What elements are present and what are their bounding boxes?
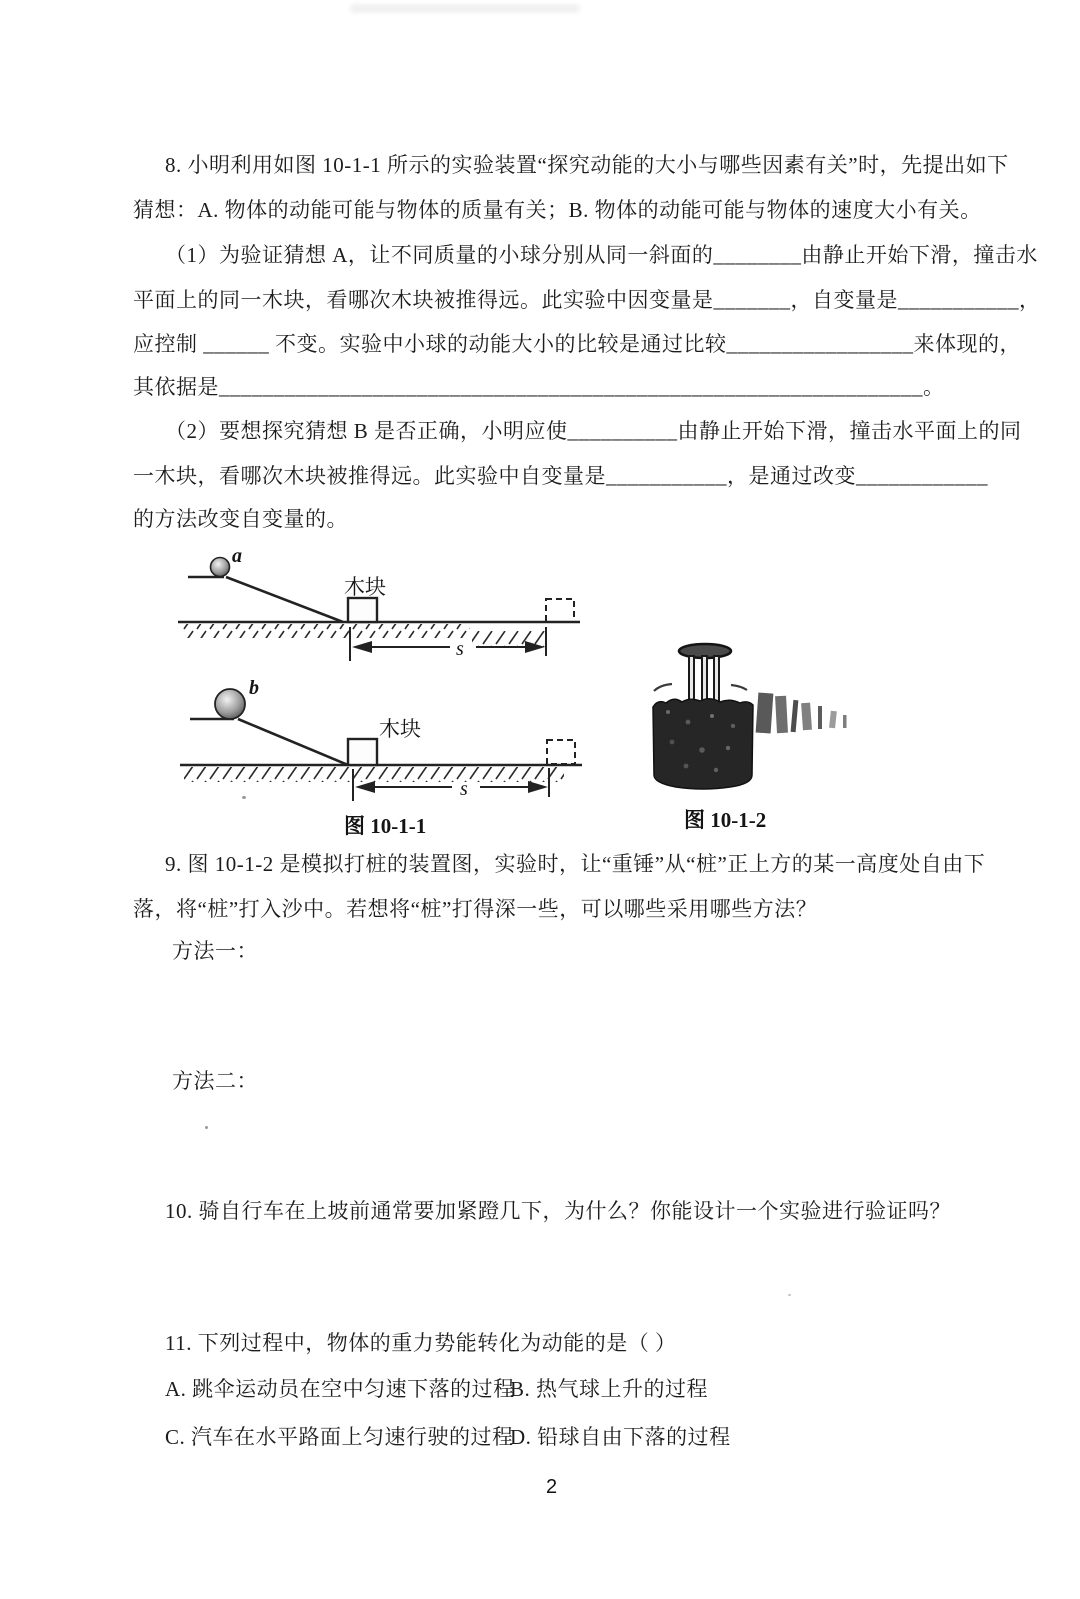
incline-b <box>238 719 348 765</box>
distance-label-a: s <box>456 638 464 660</box>
figure-10-1-1-caption: 图 10-1-1 <box>344 814 427 838</box>
ground-hatching-a <box>182 624 470 638</box>
smudge <box>818 706 822 729</box>
q10-line-1: 10. 骑自行车在上坡前通常要加紧蹬几下，为什么？你能设计一个实验进行验证吗？ <box>165 1199 951 1223</box>
container-rim-left <box>654 684 672 691</box>
ground-hatching-a-right <box>472 631 546 647</box>
scan-speck <box>788 1294 791 1296</box>
smudge <box>801 703 812 731</box>
q11-option-a: A. 跳伞运动员在空中匀速下落的过程 <box>165 1377 515 1401</box>
ground-hatching-b <box>184 767 564 782</box>
sand-grain <box>684 764 689 769</box>
smudge <box>843 715 847 728</box>
page-number: 2 <box>546 1476 558 1498</box>
large-ball-b <box>215 689 245 719</box>
smudge <box>791 700 799 732</box>
q8-line-2: 猜想：A. 物体的动能可能与物体的质量有关；B. 物体的动能可能与物体的速度大小有关。 <box>133 198 982 222</box>
scan-smudge-marks <box>756 693 847 734</box>
q8-sub1-line-1: （1）为验证猜想 A，让不同质量的小球分别从同一斜面的________由静止开始下滑，撞击水 <box>165 243 1038 267</box>
figure-10-1-2 <box>630 633 880 793</box>
q8-line-1: 8. 小明利用如图 10-1-1 所示的实验装置“探究动能的大小与哪些因素有关”时，先提出如下 <box>165 153 1009 177</box>
small-ball-a <box>211 558 230 577</box>
sand-grain <box>670 740 675 745</box>
q11-option-c: C. 汽车在水平路面上匀速行驶的过程 <box>165 1425 514 1449</box>
q8-sub1-line-2: 平面上的同一木块，看哪次木块被推得远。此实验中因变量是_______，自变量是___________， <box>133 288 1041 312</box>
q11-option-d: D. 铅球自由下落的过程 <box>510 1425 731 1449</box>
wood-block-a <box>348 598 377 622</box>
figure-10-1-2-caption: 图 10-1-2 <box>684 808 767 832</box>
q9-line-1: 9. 图 10-1-2 是模拟打桩的装置图，实验时，让“重锤”从“桩”正上方的某一高度处自由下 <box>165 852 986 876</box>
scan-speck <box>242 796 246 799</box>
sand-grain <box>699 747 705 753</box>
sand-grain <box>726 746 730 750</box>
scan-header-smudge <box>350 4 580 13</box>
smudge <box>756 693 774 734</box>
sand-grain <box>666 710 670 714</box>
wood-block-a-label: 木块 <box>344 575 386 599</box>
incline-diagram-b <box>180 677 582 801</box>
wood-block-b <box>348 739 377 765</box>
ball-a-label: a <box>232 545 242 567</box>
ball-b-label: b <box>249 677 259 699</box>
sand-grain <box>731 724 735 728</box>
figure-10-1-1 <box>150 545 590 805</box>
smudge <box>775 696 788 734</box>
block-final-position-a <box>546 599 574 622</box>
q11-option-b: B. 热气球上升的过程 <box>510 1377 709 1401</box>
q9-method-2-label: 方法二： <box>172 1069 258 1093</box>
smudge <box>829 711 837 729</box>
scan-speck <box>205 1126 208 1129</box>
wood-block-b-label: 木块 <box>379 717 421 741</box>
sand-grain <box>710 714 714 718</box>
sand-grain <box>714 768 718 772</box>
block-final-position-b <box>547 740 575 764</box>
q8-sub2-line-1: （2）要想探究猜想 B 是否正确，小明应使__________由静止开始下滑，撞击水平面上的同 <box>165 419 1022 443</box>
q9-method-1-label: 方法一： <box>172 939 258 963</box>
distance-label-b: s <box>460 778 468 800</box>
q8-sub2-line-3: 的方法改变自变量的。 <box>133 507 348 531</box>
q9-line-2: 落，将“桩”打入沙中。若想将“桩”打得深一些，可以哪些采用哪些方法？ <box>133 897 818 921</box>
q11-stem: 11. 下列过程中，物体的重力势能转化为动能的是（ ） <box>165 1331 677 1355</box>
container-rim-right <box>731 685 747 690</box>
sand-grain <box>686 720 691 725</box>
incline-a <box>226 577 343 622</box>
q8-sub1-line-3: 应控制 ______ 不变。实验中小球的动能大小的比较是通过比较_________________来体现的， <box>133 332 1021 356</box>
q8-sub1-line-4: 其依据是________________________________________________________________。 <box>133 375 945 399</box>
q8-sub2-line-2: 一木块，看哪次木块被推得远。此实验中自变量是___________，是通过改变____________ <box>133 464 988 488</box>
incline-diagram-a <box>178 545 580 661</box>
